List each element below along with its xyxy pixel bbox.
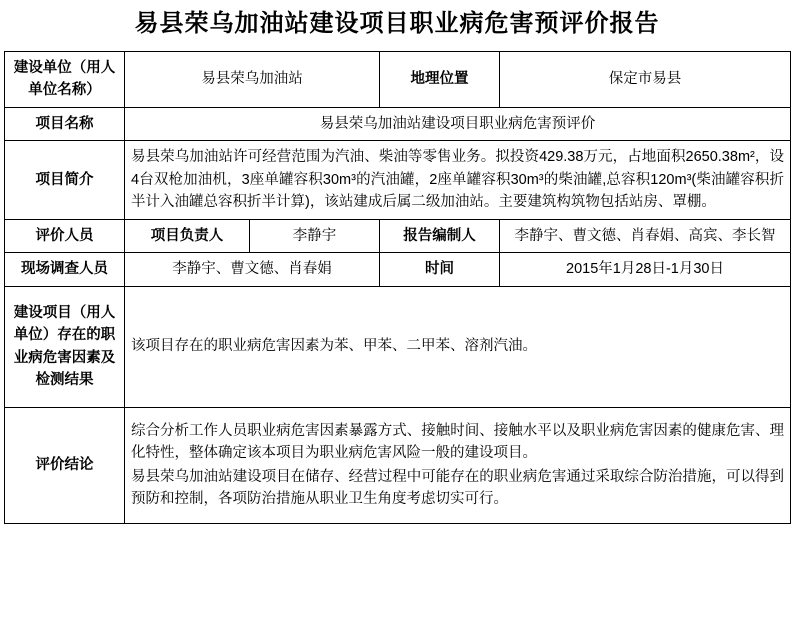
project-leader-value: 李静宇 bbox=[250, 219, 380, 252]
time-label: 时间 bbox=[380, 253, 500, 286]
appraiser-label: 评价人员 bbox=[5, 219, 125, 252]
project-intro-value: 易县荣乌加油站许可经营范围为汽油、柴油等零售业务。拟投资429.38万元，占地面积2650.38m²，设4台双枪加油机，3座单罐容积30m³的汽油罐，2座单罐容积30m³的柴油罐,总容积120m³(柴油罐容积折半计入油罐总容积折半计算)，该站建成后属二级加油站。主要建筑构筑物包括站房、罩棚。 bbox=[125, 141, 791, 219]
table-row bbox=[5, 141, 791, 219]
location-label: 地理位置 bbox=[380, 51, 500, 107]
construction-unit-value: 易县荣乌加油站 bbox=[125, 51, 380, 107]
table-row bbox=[5, 219, 791, 252]
table-row bbox=[5, 253, 791, 286]
project-intro-label: 项目简介 bbox=[5, 141, 125, 219]
table-row bbox=[5, 107, 791, 140]
location-value: 保定市易县 bbox=[500, 51, 791, 107]
survey-staff-label: 现场调查人员 bbox=[5, 253, 125, 286]
report-writer-label: 报告编制人 bbox=[380, 219, 500, 252]
table-row bbox=[5, 407, 791, 523]
page-title: 易县荣乌加油站建设项目职业病危害预评价报告 bbox=[134, 10, 660, 37]
report-table bbox=[4, 51, 791, 524]
project-name-value: 易县荣乌加油站建设项目职业病危害预评价 bbox=[125, 107, 791, 140]
hazard-factors-value: 该项目存在的职业病危害因素为苯、甲苯、二甲苯、溶剂汽油。 bbox=[125, 286, 791, 407]
table-row bbox=[5, 51, 791, 107]
time-value: 2015年1月28日-1月30日 bbox=[500, 253, 791, 286]
hazard-factors-label: 建设项目（用人单位）存在的职业病危害因素及检测结果 bbox=[5, 286, 125, 407]
report-writer-value: 李静宇、曹文德、肖春娟、高宾、李长智 bbox=[500, 219, 791, 252]
conclusion-paragraph-2: 易县荣乌加油站建设项目在储存、经营过程中可能存在的职业病危害通过采取综合防治措施，可以得到预防和控制，各项防治措施从职业卫生角度考虑切实可行。 bbox=[131, 468, 784, 508]
construction-unit-label: 建设单位（用人单位名称） bbox=[5, 51, 125, 107]
conclusion-label: 评价结论 bbox=[5, 407, 125, 523]
project-leader-label: 项目负责人 bbox=[125, 219, 250, 252]
project-name-label: 项目名称 bbox=[5, 107, 125, 140]
survey-staff-value: 李静宇、曹文德、肖春娟 bbox=[125, 253, 380, 286]
conclusion-value bbox=[125, 407, 791, 523]
conclusion-paragraph-1: 综合分析工作人员职业病危害因素暴露方式、接触时间、接触水平以及职业病危害因素的健康危害、理化特性，整体确定该本项目为职业病危害风险一般的建设项目。 bbox=[131, 422, 784, 462]
table-row bbox=[5, 286, 791, 407]
